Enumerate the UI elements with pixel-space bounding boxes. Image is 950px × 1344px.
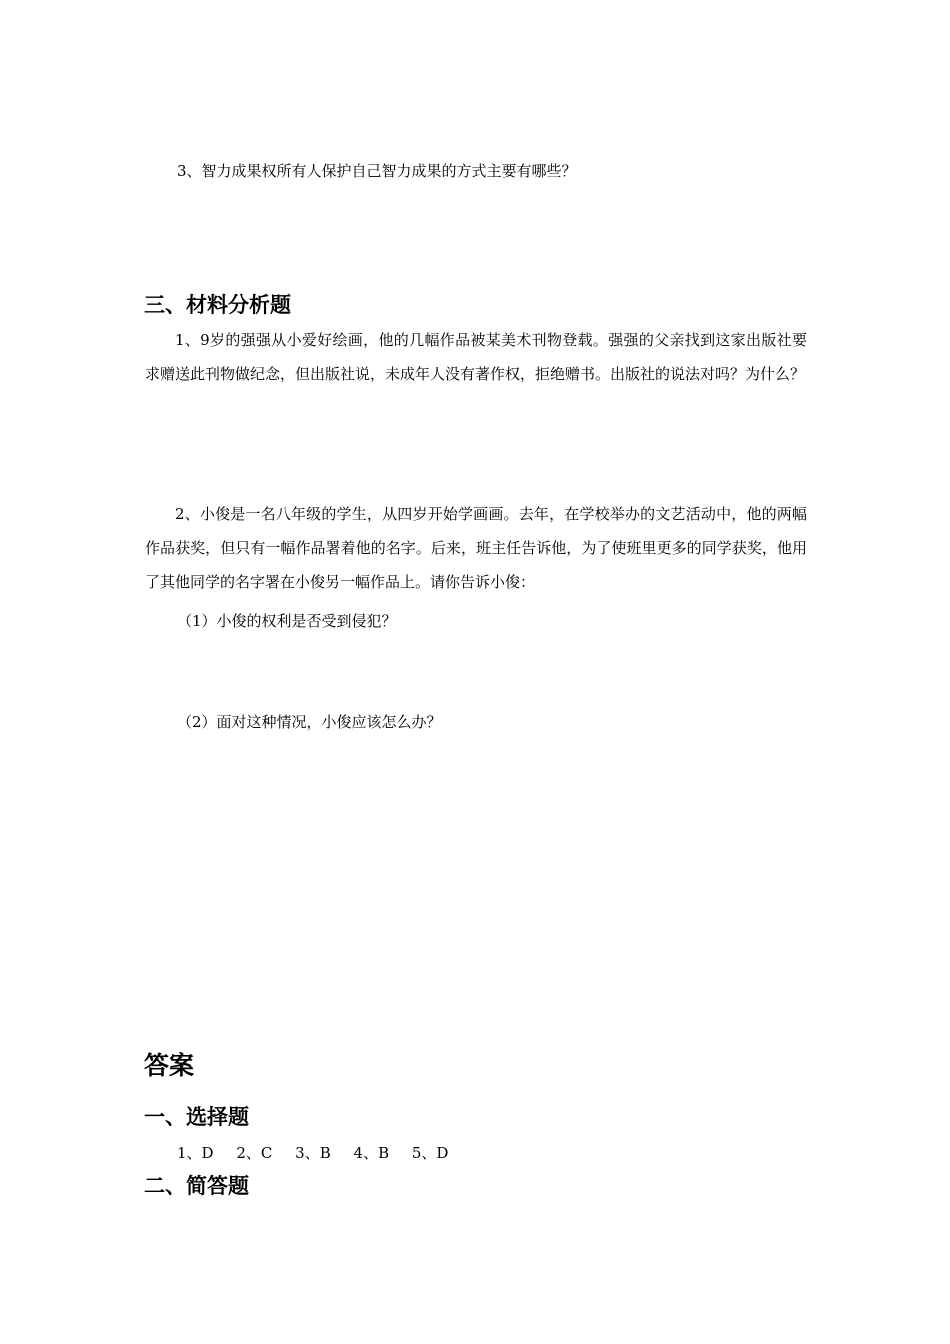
- material-question-2: 2、小俊是一名八年级的学生，从四岁开始学画画。去年，在学校举办的文艺活动中，他的两幅作品获奖，但只有一幅作品署着他的名字。后来，班主任告诉他，为了使班里更多的同学获奖，他用了其他同学的名字署在小俊另一幅作品上。请你告诉小俊：: [145, 505, 807, 591]
- answer-section-2-heading: 二、简答题: [144, 1174, 249, 1198]
- question-3: 3、智力成果权所有人保护自己智力成果的方式主要有哪些？: [177, 162, 577, 180]
- choice-answer-item: 2、C: [236, 1144, 273, 1162]
- section-3-heading: 三、材料分析题: [144, 293, 291, 317]
- choice-answer-item: 5、D: [411, 1144, 449, 1162]
- choice-answers: [177, 1143, 466, 1163]
- choice-answer-item: 1、D: [177, 1144, 214, 1162]
- answer-heading: 答案: [144, 1051, 195, 1080]
- choice-answer-item: 4、B: [353, 1144, 390, 1162]
- material-question-1: 1、9岁的强强从小爱好绘画，他的几幅作品被某美术刊物登载。强强的父亲找到这家出版社要求赠送此刊物做纪念，但出版社说，未成年人没有著作权，拒绝赠书。出版社的说法对吗？为什么？: [145, 331, 807, 383]
- material-question-2-part-1: （1）小俊的权利是否受到侵犯？: [177, 612, 397, 630]
- choice-answer-item: 3、B: [295, 1144, 331, 1162]
- material-question-2-part-2: （2）面对这种情况，小俊应该怎么办？: [177, 713, 442, 731]
- answer-section-1-heading: 一、选择题: [144, 1105, 249, 1129]
